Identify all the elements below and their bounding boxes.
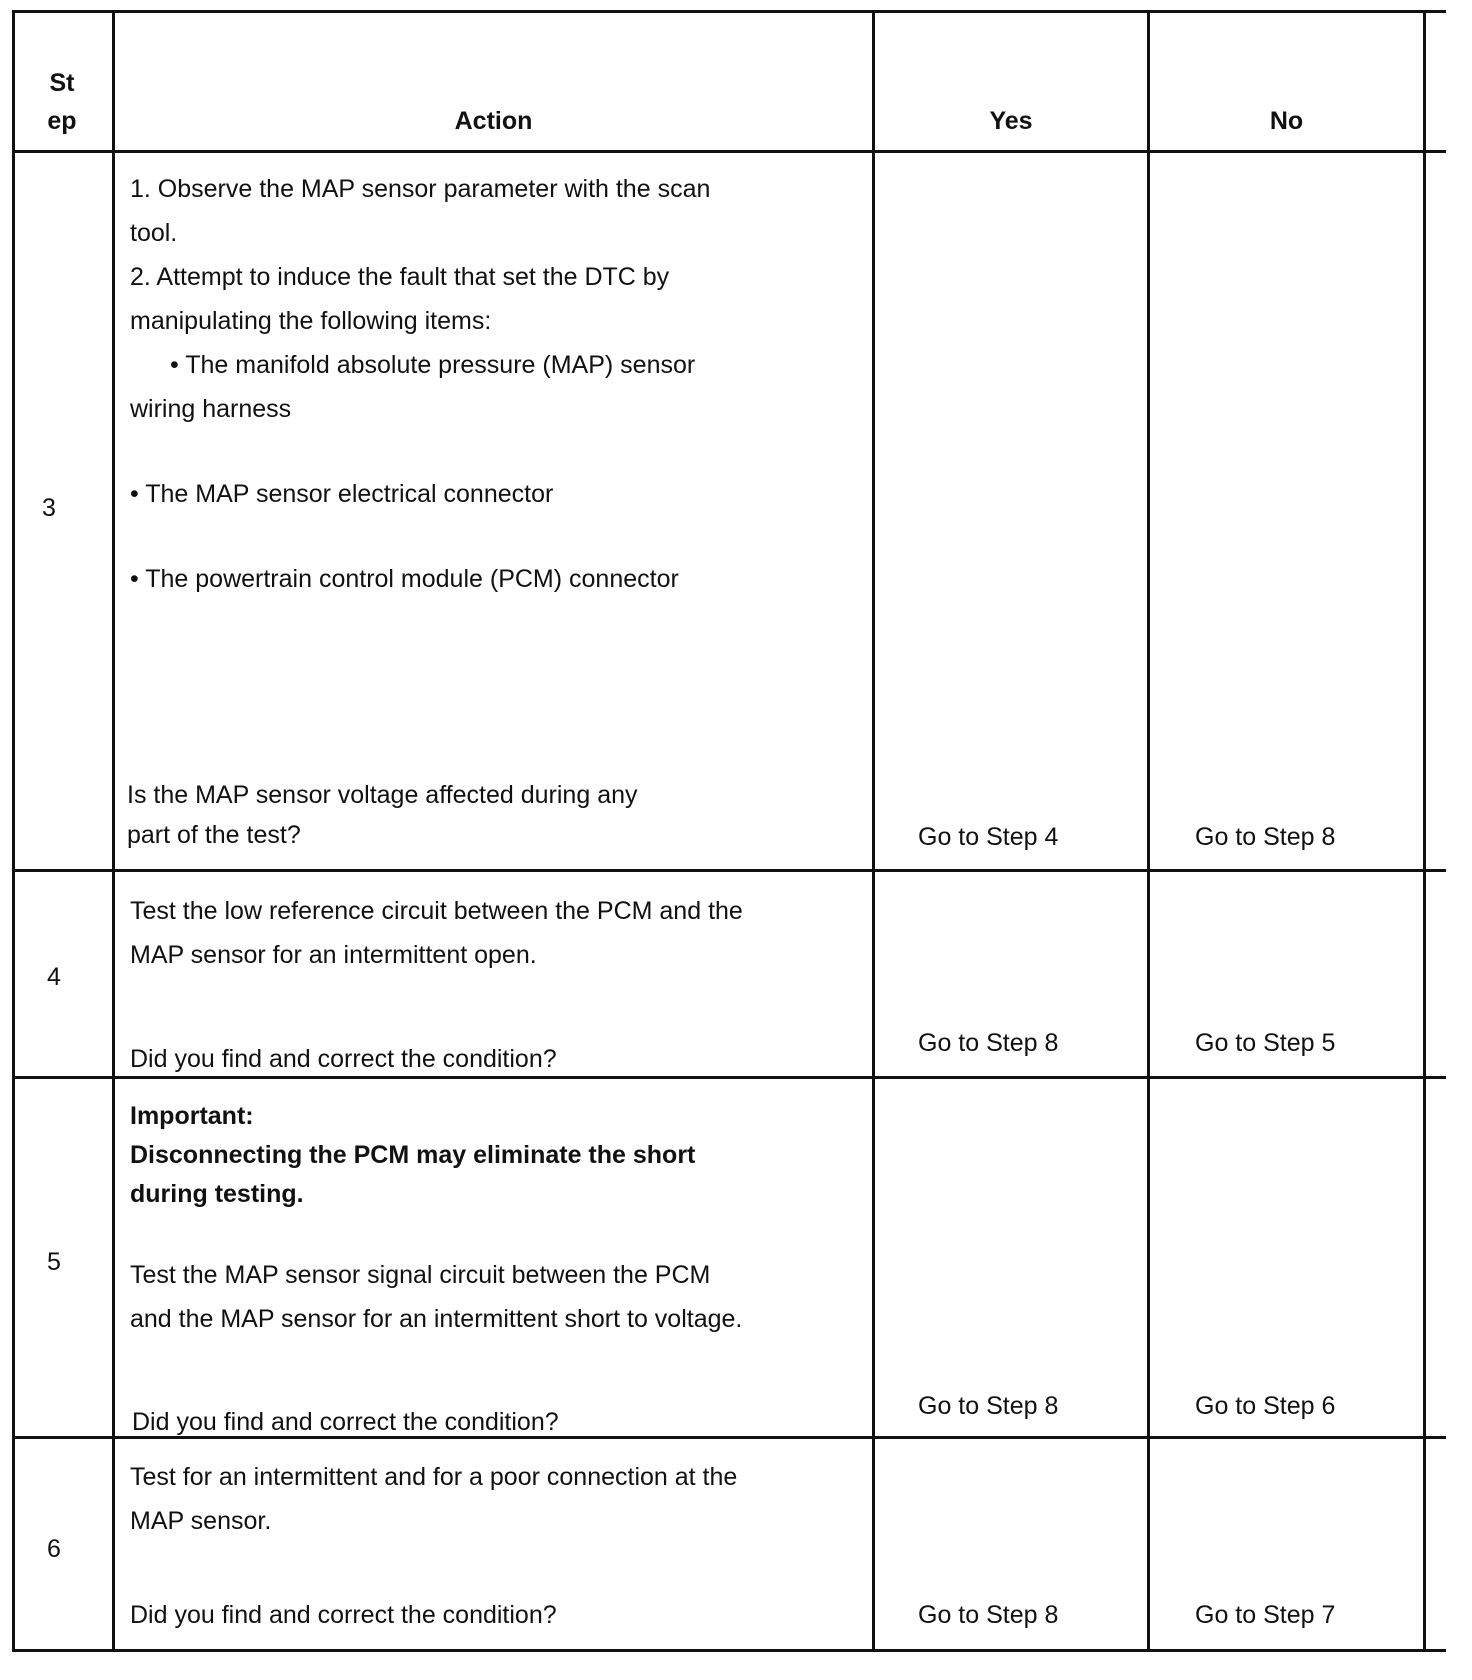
- step-number: 6: [47, 1535, 61, 1563]
- no-result: Go to Step 5: [1195, 1029, 1336, 1057]
- action-line: Test the low reference circuit between the PCM and the: [130, 897, 743, 925]
- no-result: Go to Step 7: [1195, 1601, 1336, 1629]
- rule-bottom: [12, 1649, 1446, 1652]
- step-number: 4: [47, 963, 61, 991]
- action-question: Did you find and correct the condition?: [132, 1408, 559, 1436]
- yes-result: Go to Step 8: [918, 1601, 1059, 1629]
- rule-left: [12, 10, 15, 1652]
- yes-result: Go to Step 8: [918, 1392, 1059, 1420]
- action-question: Did you find and correct the condition?: [130, 1601, 557, 1629]
- header-step-line2: ep: [47, 107, 77, 135]
- action-line: MAP sensor.: [130, 1507, 272, 1535]
- header-step-line1: St: [49, 69, 75, 97]
- rule-yes-no: [1147, 10, 1150, 1652]
- action-bullet: • The MAP sensor electrical connector: [130, 480, 554, 508]
- action-bullet: • The manifold absolute pressure (MAP) sensor: [170, 351, 696, 379]
- rule-header: [12, 150, 1446, 153]
- no-result: Go to Step 6: [1195, 1392, 1336, 1420]
- action-line: 2. Attempt to induce the fault that set the DTC by: [130, 263, 670, 291]
- rule-top: [12, 10, 1446, 13]
- action-line: and the MAP sensor for an intermittent short to voltage.: [130, 1305, 743, 1333]
- diagnostic-table: [12, 10, 1446, 1664]
- important-text: Disconnecting the PCM may eliminate the short: [130, 1141, 696, 1169]
- action-line: tool.: [130, 219, 178, 247]
- step-number: 5: [47, 1248, 61, 1276]
- action-line: Test the MAP sensor signal circuit between the PCM: [130, 1261, 711, 1289]
- action-question: Did you find and correct the condition?: [130, 1045, 557, 1073]
- yes-result: Go to Step 8: [918, 1029, 1059, 1057]
- action-line: 1. Observe the MAP sensor parameter with the scan: [130, 175, 711, 203]
- header-no: No: [1269, 107, 1304, 135]
- rule-right: [1423, 10, 1426, 1652]
- no-result: Go to Step 8: [1195, 823, 1336, 851]
- rule-step-action: [112, 10, 115, 1652]
- yes-result: Go to Step 4: [918, 823, 1059, 851]
- step-number: 3: [42, 494, 56, 522]
- action-line: manipulating the following items:: [130, 307, 492, 335]
- action-question: Is the MAP sensor voltage affected during any: [127, 781, 638, 809]
- rule-action-yes: [872, 10, 875, 1652]
- rule-row4: [12, 1076, 1446, 1079]
- action-line: wiring harness: [130, 395, 292, 423]
- action-line: Test for an intermittent and for a poor connection at the: [130, 1463, 738, 1491]
- action-line: MAP sensor for an intermittent open.: [130, 941, 537, 969]
- header-action: Action: [454, 107, 533, 135]
- header-yes: Yes: [989, 107, 1033, 135]
- important-text: during testing.: [130, 1180, 304, 1208]
- important-label: Important:: [130, 1102, 254, 1130]
- action-bullet: • The powertrain control module (PCM) connector: [130, 565, 679, 593]
- rule-row3: [12, 869, 1446, 872]
- action-question: part of the test?: [127, 821, 301, 849]
